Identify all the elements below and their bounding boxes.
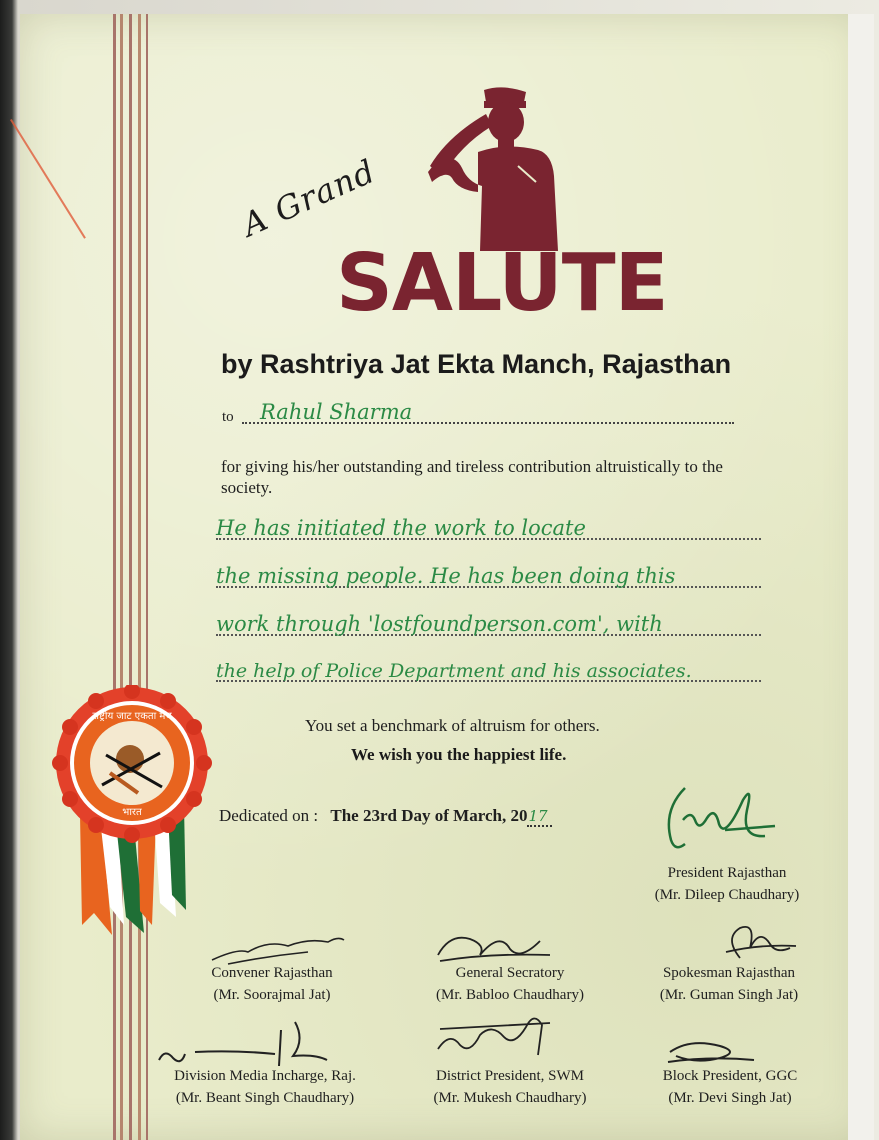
to-label: to <box>222 409 234 425</box>
paper-edge <box>848 14 874 1140</box>
dedication-line <box>219 806 552 826</box>
dedicated-date: The 23rd Day of March, 20 <box>330 806 528 825</box>
emblem-bottom-text: भारत <box>122 807 142 818</box>
signature-district-president <box>430 1005 560 1063</box>
signatory-role: Spokesman Rajasthan <box>662 965 796 981</box>
signatory-role: Convener Rajasthan <box>211 965 333 981</box>
wish-text: We wish you the happiest life. <box>351 745 567 764</box>
reason-text: for giving his/her outstanding and tireless contribution altruistically to the society. <box>221 457 723 497</box>
signatory-name: (Mr. Mukesh Chaudhary) <box>433 1090 587 1106</box>
signatory-role: General Secratory <box>455 965 565 981</box>
handwritten-text: He has initiated the work to locate <box>216 516 586 540</box>
signatory-name: (Mr. Guman Singh Jat) <box>659 987 799 1003</box>
organization-title: by Rashtriya Jat Ekta Manch, Rajasthan <box>221 349 732 379</box>
heading-salute: SALUTE <box>336 237 668 329</box>
signatory-spokesman <box>636 962 822 1006</box>
recipient-line <box>222 398 734 428</box>
signatory-block-president <box>640 1065 820 1109</box>
emblem-top-text: राष्ट्रीय जाट एकता मंच <box>92 711 172 722</box>
signatory-division-media <box>150 1065 380 1109</box>
rosette-emblem <box>52 685 212 935</box>
handwritten-line-4 <box>216 650 761 686</box>
signatory-name: (Mr. Devi Singh Jat) <box>668 1090 792 1106</box>
signatory-president <box>632 862 822 906</box>
signatory-name: (Mr. Beant Singh Chaudhary) <box>175 1090 355 1106</box>
signatory-convener <box>182 962 362 1006</box>
dedicated-label: Dedicated on : <box>219 806 319 825</box>
signatory-general-secretary <box>410 962 610 1006</box>
signature-division-media <box>155 1010 345 1070</box>
handwritten-text: the help of Police Department and his associates. <box>216 660 692 682</box>
dedicated-year: 17 <box>527 807 551 827</box>
signatory-name: (Mr. Babloo Chaudhary) <box>436 987 584 1003</box>
recipient-name: Rahul Sharma <box>260 400 413 424</box>
signatory-role: District President, SWM <box>436 1068 584 1084</box>
handwritten-line-1 <box>216 508 761 544</box>
signatory-role: Division Media Incharge, Raj. <box>174 1068 356 1084</box>
benchmark-text: You set a benchmark of altruism for others. <box>305 716 600 735</box>
signatory-role: Block President, GGC <box>662 1068 798 1084</box>
handwritten-text: work through 'lostfoundperson.com', with <box>216 612 663 636</box>
saluting-soldier-icon <box>428 86 568 251</box>
signatory-name: (Mr. Soorajmal Jat) <box>213 987 331 1003</box>
signature-spokesman <box>720 918 800 968</box>
signature-block-president <box>660 1036 760 1068</box>
signature-president <box>655 780 785 855</box>
signatory-name: (Mr. Dileep Chaudhary) <box>654 887 800 903</box>
signatory-role: President Rajasthan <box>667 865 787 881</box>
handwritten-text: the missing people. He has been doing this <box>216 564 676 588</box>
signatory-district-president <box>410 1065 610 1109</box>
handwritten-line-3 <box>216 604 761 640</box>
handwritten-line-2 <box>216 556 761 592</box>
decorative-stripes <box>108 14 148 1140</box>
heading-small: A Grand <box>236 151 382 244</box>
